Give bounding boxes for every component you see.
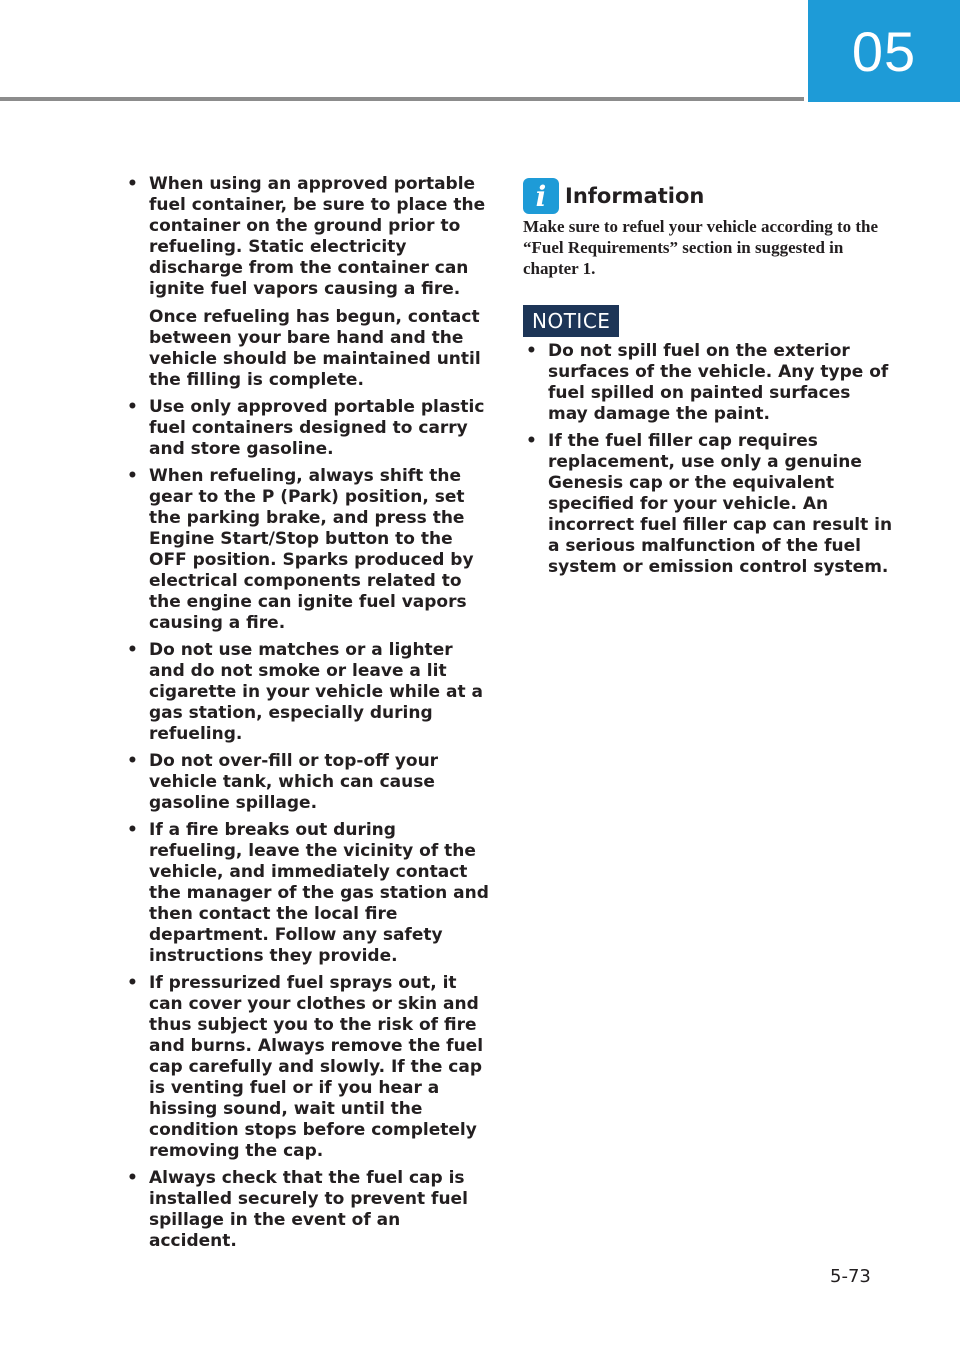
bullet-icon: • <box>127 466 138 486</box>
list-item: • Use only approved portable plastic fuel containers designed to carry and store gasoline. <box>127 397 485 459</box>
list-item: • If the fuel filler cap requires replacement, use only a genuine Genesis cap or the equivalent specified for your vehicle. An incorrect fuel filler cap can result in a serious malfunction of the fuel system or emission control system. <box>526 431 893 577</box>
header-rule <box>0 97 804 101</box>
bullet-icon: • <box>127 640 138 660</box>
information-title: Information <box>565 184 705 208</box>
bullet-icon: • <box>127 174 138 194</box>
bullet-icon: • <box>127 973 138 993</box>
warning-bullet-list <box>124 174 492 1252</box>
page-number: 5-73 <box>830 1266 871 1287</box>
chapter-tab: 05 <box>808 0 960 102</box>
list-item: • If pressurized fuel sprays out, it can cover your clothes or skin and thus subject you to the risk of fire and burns. Always remove the fuel cap carefully and slowly. If the cap is venting fuel or if you hear a hissing sound, wait until the condition stops before completely removing the cap. <box>127 973 484 1161</box>
bullet-icon: • <box>526 341 537 361</box>
info-icon: i <box>523 178 559 214</box>
left-column <box>124 174 492 1258</box>
right-column <box>523 178 893 584</box>
notice-badge: NOTICE <box>523 305 619 337</box>
bullet-icon: • <box>526 431 537 451</box>
list-item: • When using an approved portable fuel container, be sure to place the container on the ground prior to refueling. Static electricity discharge from the container can ignite fuel vapors causing a fire. Once refueling has begun, contact between your bare hand and the vehicle should be maintained until the filling is complete. <box>127 174 486 390</box>
information-text: Make sure to refuel your vehicle according to the “Fuel Requirements” section in suggested in chapter 1. <box>523 217 879 278</box>
information-header <box>523 178 893 214</box>
bullet-icon: • <box>127 820 138 840</box>
notice-bullet-list <box>523 341 893 578</box>
list-item: • Always check that the fuel cap is installed securely to prevent fuel spillage in the event of an accident. <box>127 1168 468 1251</box>
bullet-icon: • <box>127 1168 138 1188</box>
list-item: • If a fire breaks out during refueling, leave the vicinity of the vehicle, and immediately contact the manager of the gas station and then contact the local fire department. Follow any safety instructions they provide. <box>127 820 489 966</box>
bullet-icon: • <box>127 397 138 417</box>
list-item: • Do not over-fill or top-off your vehicle tank, which can cause gasoline spillage. <box>127 751 439 813</box>
list-item: • Do not use matches or a lighter and do not smoke or leave a lit cigarette in your vehicle while at a gas station, especially during refueling. <box>127 640 483 744</box>
list-item: • When refueling, always shift the gear to the P (Park) position, set the parking brake, and press the Engine Start/Stop button to the OFF position. Sparks produced by electrical components related to the engine can ignite fuel vapors causing a fire. <box>127 466 474 633</box>
bullet-icon: • <box>127 751 138 771</box>
list-item: • Do not spill fuel on the exterior surfaces of the vehicle. Any type of fuel spilled on painted surfaces may damage the paint. <box>526 341 889 424</box>
